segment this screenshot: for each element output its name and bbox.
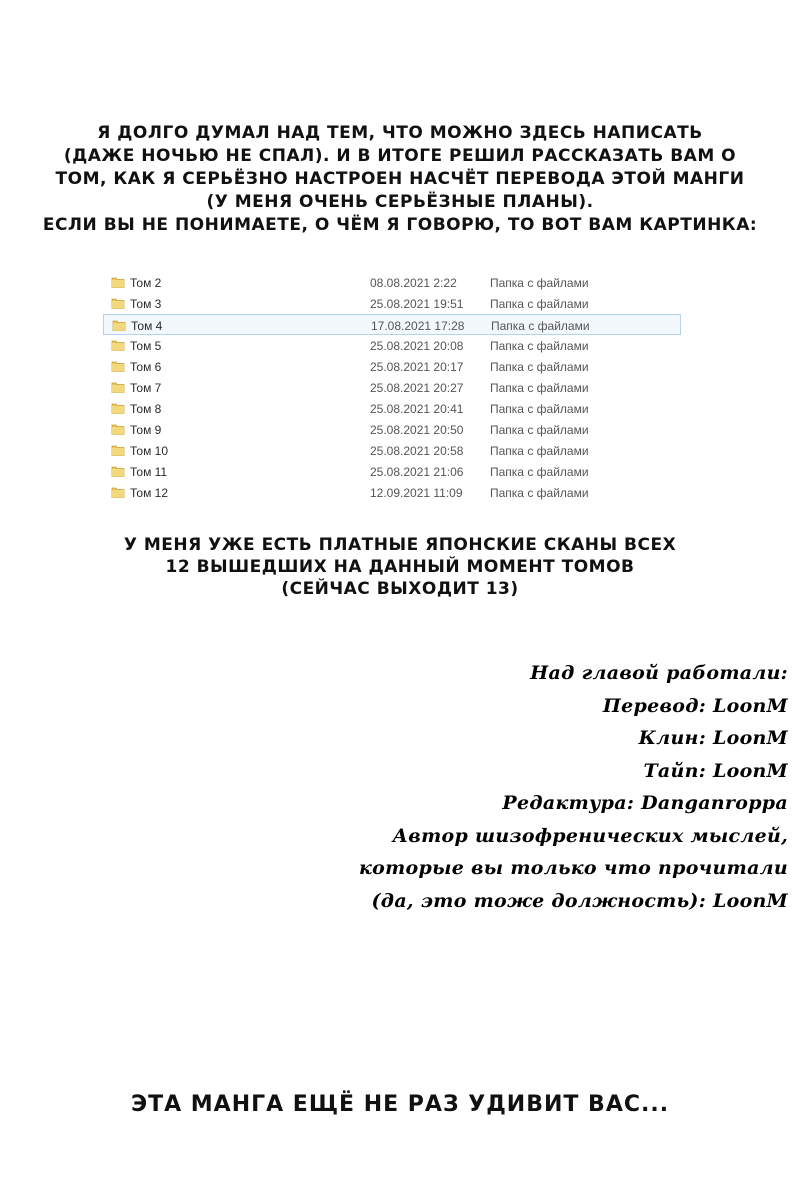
folder-type: Папка с файлами — [490, 423, 589, 437]
folder-type: Папка с файлами — [490, 465, 589, 479]
folder-date: 25.08.2021 20:08 — [370, 339, 464, 353]
folder-name: Том 4 — [131, 319, 163, 333]
folder-date: 25.08.2021 20:50 — [370, 423, 464, 437]
folder-name: Том 8 — [130, 402, 162, 416]
folder-name: Том 11 — [130, 465, 168, 479]
folder-type: Папка с файлами — [490, 402, 589, 416]
folder-icon — [111, 339, 125, 351]
folder-name: Том 6 — [130, 360, 162, 374]
folder-row-tom-12[interactable] — [103, 482, 681, 503]
folder-row-tom-4[interactable] — [103, 314, 681, 335]
folder-name: Том 5 — [130, 339, 162, 353]
folder-icon — [111, 444, 125, 456]
folder-type: Папка с файлами — [490, 444, 589, 458]
scans-note-line: (СЕЙЧАС ВЫХОДИТ 13) — [281, 579, 519, 599]
folder-icon — [111, 360, 125, 372]
intro-line: ЕСЛИ ВЫ НЕ ПОНИМАЕТЕ, О ЧЁМ Я ГОВОРЮ, ТО ВОТ ВАМ КАРТИНКА: — [42, 215, 758, 235]
folder-date: 17.08.2021 17:28 — [371, 319, 465, 333]
folder-type: Папка с файлами — [490, 486, 589, 500]
scans-note-line: 12 ВЫШЕДШИХ НА ДАННЫЙ МОМЕНТ ТОМОВ — [165, 557, 635, 577]
folder-row-tom-3[interactable] — [103, 293, 681, 314]
folder-name: Том 12 — [130, 486, 168, 500]
closing-text: ЭТА МАНГА ЕЩЁ НЕ РАЗ УДИВИТ ВАС... — [130, 1092, 670, 1117]
scans-note — [40, 534, 760, 600]
credit-author-line-2: которые вы только что прочитали — [359, 857, 788, 879]
folder-name: Том 3 — [130, 297, 162, 311]
credit-typeset: Тайп: LoonM — [643, 759, 788, 782]
folder-name: Том 10 — [130, 444, 168, 458]
folder-icon — [111, 465, 125, 477]
folder-icon — [111, 402, 125, 414]
credit-author-line-1: Автор шизофренических мыслей, — [392, 824, 788, 847]
credits-block — [228, 657, 788, 917]
folder-row-tom-10[interactable] — [103, 440, 681, 461]
credit-clean: Клин: LoonM — [638, 727, 788, 749]
folder-type: Папка с файлами — [490, 381, 589, 395]
folder-date: 25.08.2021 19:51 — [370, 297, 464, 311]
folder-row-tom-11[interactable] — [103, 461, 681, 482]
folder-row-tom-8[interactable] — [103, 398, 681, 419]
folder-name: Том 9 — [130, 423, 162, 437]
folder-name: Том 7 — [130, 381, 162, 395]
folder-type: Папка с файлами — [490, 297, 589, 311]
folder-date: 25.08.2021 21:06 — [370, 465, 464, 479]
folder-date: 08.08.2021 2:22 — [370, 276, 457, 290]
credits-heading: Над главой работали: — [530, 662, 788, 684]
folder-type: Папка с файлами — [490, 276, 589, 290]
file-explorer-screenshot — [103, 268, 699, 504]
intro-line: (ДАЖЕ НОЧЬЮ НЕ СПАЛ). И В ИТОГЕ РЕШИЛ РАССКАЗАТЬ ВАМ О — [63, 146, 737, 166]
folder-row-tom-6[interactable] — [103, 356, 681, 377]
credit-author-line-3: (да, это тоже должность): LoonM — [371, 889, 788, 912]
folder-date: 25.08.2021 20:58 — [370, 444, 464, 458]
folder-icon — [111, 381, 125, 393]
intro-line: (У МЕНЯ ОЧЕНЬ СЕРЬЁЗНЫЕ ПЛАНЫ). — [206, 192, 594, 212]
folder-type: Папка с файлами — [490, 339, 589, 353]
scans-note-line: У МЕНЯ УЖЕ ЕСТЬ ПЛАТНЫЕ ЯПОНСКИЕ СКАНЫ ВСЕХ — [123, 535, 677, 555]
credit-editing: Редактура: Danganroppa — [502, 792, 788, 814]
folder-icon — [111, 423, 125, 435]
intro-line: ТОМ, КАК Я СЕРЬЁЗНО НАСТРОЕН НАСЧЁТ ПЕРЕВОДА ЭТОЙ МАНГИ — [55, 169, 745, 189]
intro-text — [40, 122, 760, 237]
folder-name: Том 2 — [130, 276, 162, 290]
folder-icon — [112, 319, 126, 331]
folder-icon — [111, 276, 125, 288]
folder-icon — [111, 486, 125, 498]
folder-date: 25.08.2021 20:27 — [370, 381, 464, 395]
intro-line: Я ДОЛГО ДУМАЛ НАД ТЕМ, ЧТО МОЖНО ЗДЕСЬ НАПИСАТЬ — [97, 123, 703, 143]
folder-row-tom-2[interactable] — [103, 272, 681, 293]
folder-date: 25.08.2021 20:17 — [370, 360, 464, 374]
credit-translation: Перевод: LoonM — [602, 694, 788, 717]
folder-type: Папка с файлами — [491, 319, 590, 333]
folder-icon — [111, 297, 125, 309]
folder-type: Папка с файлами — [490, 360, 589, 374]
folder-row-tom-7[interactable] — [103, 377, 681, 398]
folder-row-tom-9[interactable] — [103, 419, 681, 440]
folder-row-tom-5[interactable] — [103, 335, 681, 356]
folder-date: 12.09.2021 11:09 — [370, 486, 463, 500]
folder-date: 25.08.2021 20:41 — [370, 402, 464, 416]
